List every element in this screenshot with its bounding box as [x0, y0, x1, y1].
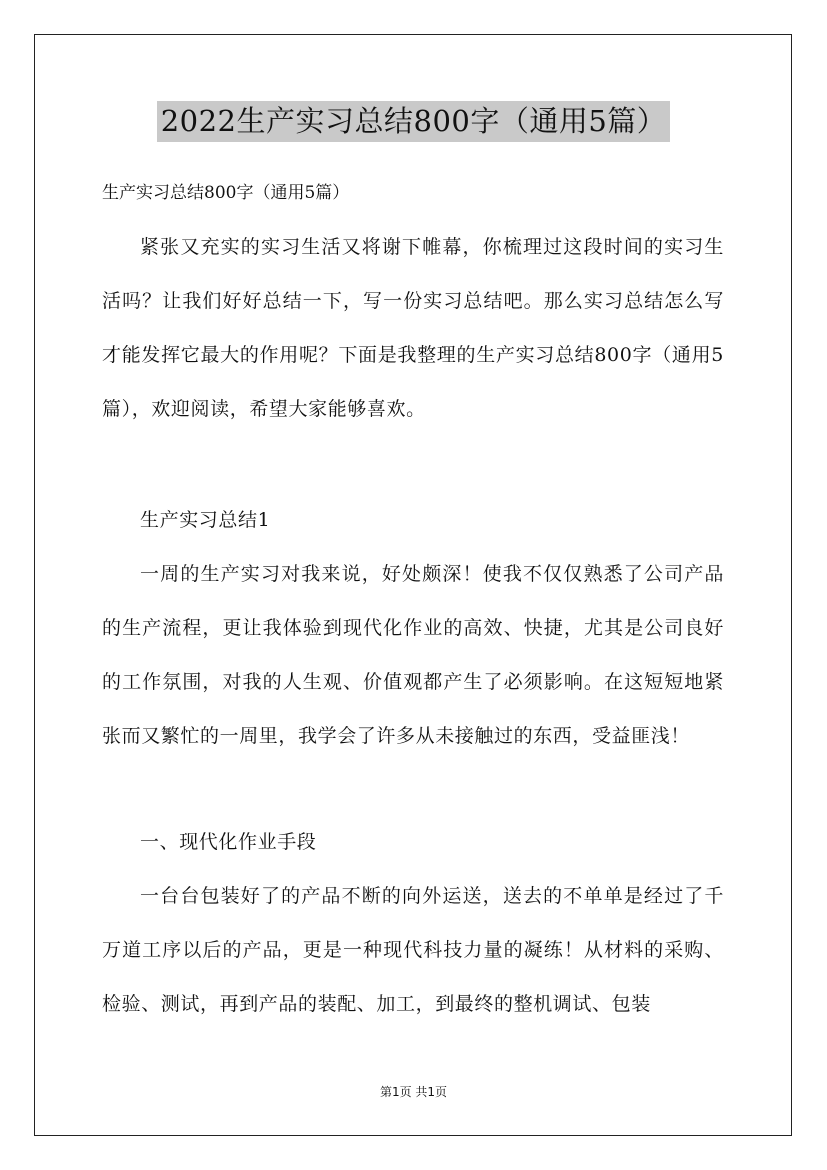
- page-footer: 第1页 共1页: [379, 1085, 448, 1099]
- section-heading: 生产实习总结1: [140, 509, 271, 531]
- title-container: [0, 101, 827, 142]
- subsection-paragraph: 一台台包装好了的产品不断的向外运送，送去的不单单是经过了千万道工序以后的产品，更是一种现代科技力量的凝练！从材料的采购、检验、测试，再到产品的装配、加工，到最终的整机调试、包装: [102, 885, 724, 1015]
- section-paragraph: 一周的生产实习对我来说，好处颇深！使我不仅仅熟悉了公司产品的生产流程，更让我体验到现代化作业的高效、快捷，尤其是公司良好的工作氛围，对我的人生观、价值观都产生了必须影响。在这短短地紧张而又繁忙的一周里，我学会了许多从未接触过的东西，受益匪浅！: [102, 563, 724, 747]
- document-title: 2022生产实习总结800字（通用5篇）: [157, 101, 671, 142]
- subsection-heading: 一、现代化作业手段: [140, 831, 317, 853]
- document-subtitle: 生产实习总结800字（通用5篇）: [102, 183, 350, 203]
- intro-paragraph: 紧张又充实的实习生活又将谢下帷幕，你梳理过这段时间的实习生活吗？让我们好好总结一下，写一份实习总结吧。那么实习总结怎么写才能发挥它最大的作用呢？下面是我整理的生产实习总结800字（通用5篇），欢迎阅读，希望大家能够喜欢。: [102, 236, 724, 420]
